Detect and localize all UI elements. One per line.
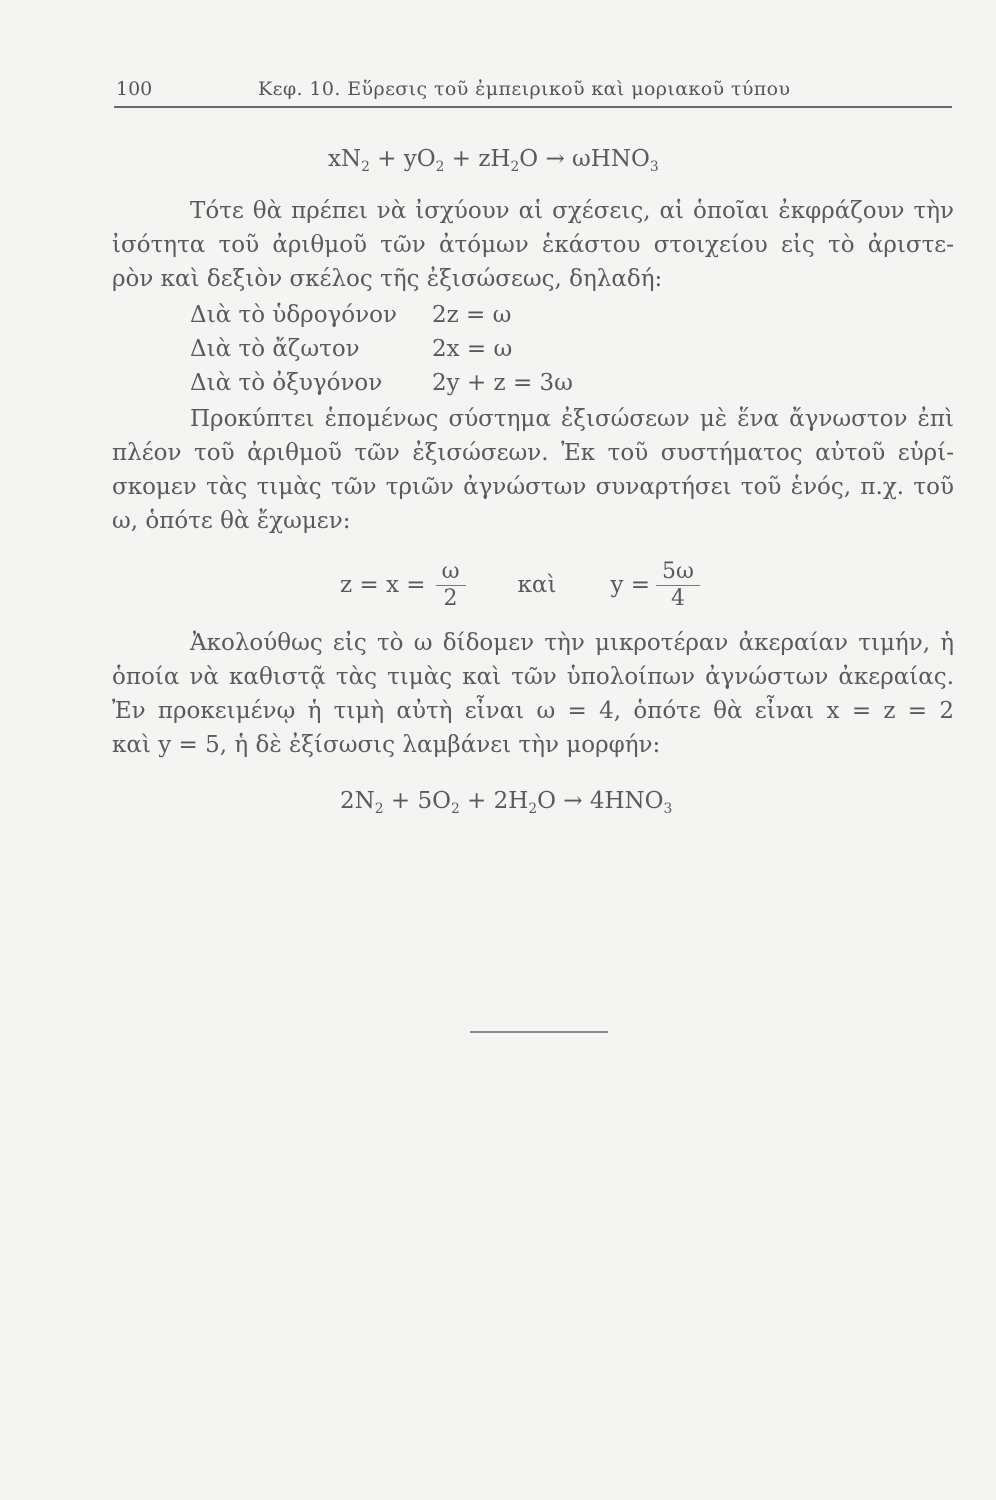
eq-subscript: 2 <box>450 800 460 817</box>
paragraph-3 <box>112 626 954 762</box>
relation-label: Διὰ τὸ ἄζωτον <box>190 336 360 362</box>
paragraph-1 <box>112 194 954 296</box>
relation-oxygen <box>190 370 573 396</box>
eq-term: + 5O <box>383 788 451 814</box>
relation-expr: 2y + z = 3ω <box>432 370 573 396</box>
text-line: Τότε θὰ πρέπει νὰ ἰσχύουν αἱ σχέσεις, αἱ ὁποῖαι ἐκφράζουν τὴν <box>190 198 954 224</box>
text-line: ω, ὁπότε θὰ ἔχωμεν: <box>112 508 351 534</box>
relation-label: Διὰ τὸ ὑδρογόνον <box>190 302 397 328</box>
text-line: Ἐν προκειμένῳ ἡ τιμὴ αὐτὴ εἶναι ω = 4, ὁπότε θὰ εἶναι x = z = 2 <box>112 698 954 724</box>
eq-term: + yO <box>369 146 436 172</box>
text-line: Προκύπτει ἑπομένως σύστημα ἐξισώσεων μὲ ἕνα ἄγνωστον ἐπὶ <box>190 406 954 432</box>
relation-hydrogen <box>190 302 511 328</box>
eq-term: O → ωHNO <box>519 146 650 172</box>
page-header <box>116 72 952 102</box>
final-equation <box>340 788 672 817</box>
text-line: σκομεν τὰς τιμὰς τῶν τριῶν ἀγνώστων συναρτήσει τοῦ ἑνός, π.χ. τοῦ <box>112 474 954 500</box>
eq-subscript: 2 <box>528 800 538 817</box>
fraction-5omega-over-4 <box>656 559 700 612</box>
text-line: καὶ y = 5, ἡ δὲ ἐξίσωσις λαμβάνει τὴν μορφήν: <box>112 732 661 758</box>
eq-subscript: 2 <box>361 158 370 175</box>
page-number: 100 <box>116 78 153 100</box>
general-equation <box>328 146 659 175</box>
relation-expr: 2z = ω <box>432 302 512 328</box>
section-end-rule <box>470 1031 608 1033</box>
text-line: ρὸν καὶ δεξιὸν σκέλος τῆς ἐξισώσεως, δηλαδή: <box>112 266 663 292</box>
relation-nitrogen <box>190 336 512 362</box>
solution-right-lhs: y = <box>610 572 651 598</box>
fraction-numerator: ω <box>441 558 460 584</box>
solution-formula <box>340 550 700 620</box>
fraction-omega-over-2 <box>436 559 466 612</box>
fraction-denominator: 2 <box>443 585 458 611</box>
eq-term: 2N <box>340 788 375 814</box>
eq-term: xN <box>328 146 362 172</box>
eq-subscript: 2 <box>510 158 520 175</box>
header-rule <box>114 106 952 108</box>
relation-expr: 2x = ω <box>432 336 513 362</box>
eq-term: O → 4HNO <box>537 788 664 814</box>
eq-term: + zH <box>444 146 511 172</box>
solution-left-lhs: z = x = <box>340 572 426 598</box>
eq-subscript: 2 <box>435 158 445 175</box>
paragraph-2 <box>112 402 954 538</box>
fraction-denominator: 4 <box>671 585 686 611</box>
text-line: πλέον τοῦ ἀριθμοῦ τῶν ἐξισώσεων. Ἐκ τοῦ συστήματος αὐτοῦ εὑρί- <box>112 440 954 466</box>
solution-connector: καὶ <box>517 572 557 598</box>
eq-subscript: 2 <box>374 800 384 817</box>
text-line: Ἀκολούθως εἰς τὸ ω δίδομεν τὴν μικροτέραν ἀκεραίαν τιμήν, ἡ <box>190 630 954 656</box>
eq-subscript: 3 <box>663 800 673 817</box>
eq-term: + 2H <box>459 788 529 814</box>
fraction-numerator: 5ω <box>662 558 694 584</box>
chapter-title: Κεφ. 10. Εὕρεσις τοῦ ἐμπειρικοῦ καὶ μοριακοῦ τύπου <box>258 78 791 100</box>
text-line: ἰσότητα τοῦ ἀριθμοῦ τῶν ἀτόμων ἑκάστου στοιχείου εἰς τὸ ἀριστε- <box>112 232 954 258</box>
text-line: ὁποία νὰ καθιστᾷ τὰς τιμὰς καὶ τῶν ὑπολοίπων ἀγνώστων ἀκεραίας. <box>112 664 954 690</box>
eq-subscript: 3 <box>649 158 659 175</box>
relation-label: Διὰ τὸ ὀξυγόνον <box>190 370 383 396</box>
